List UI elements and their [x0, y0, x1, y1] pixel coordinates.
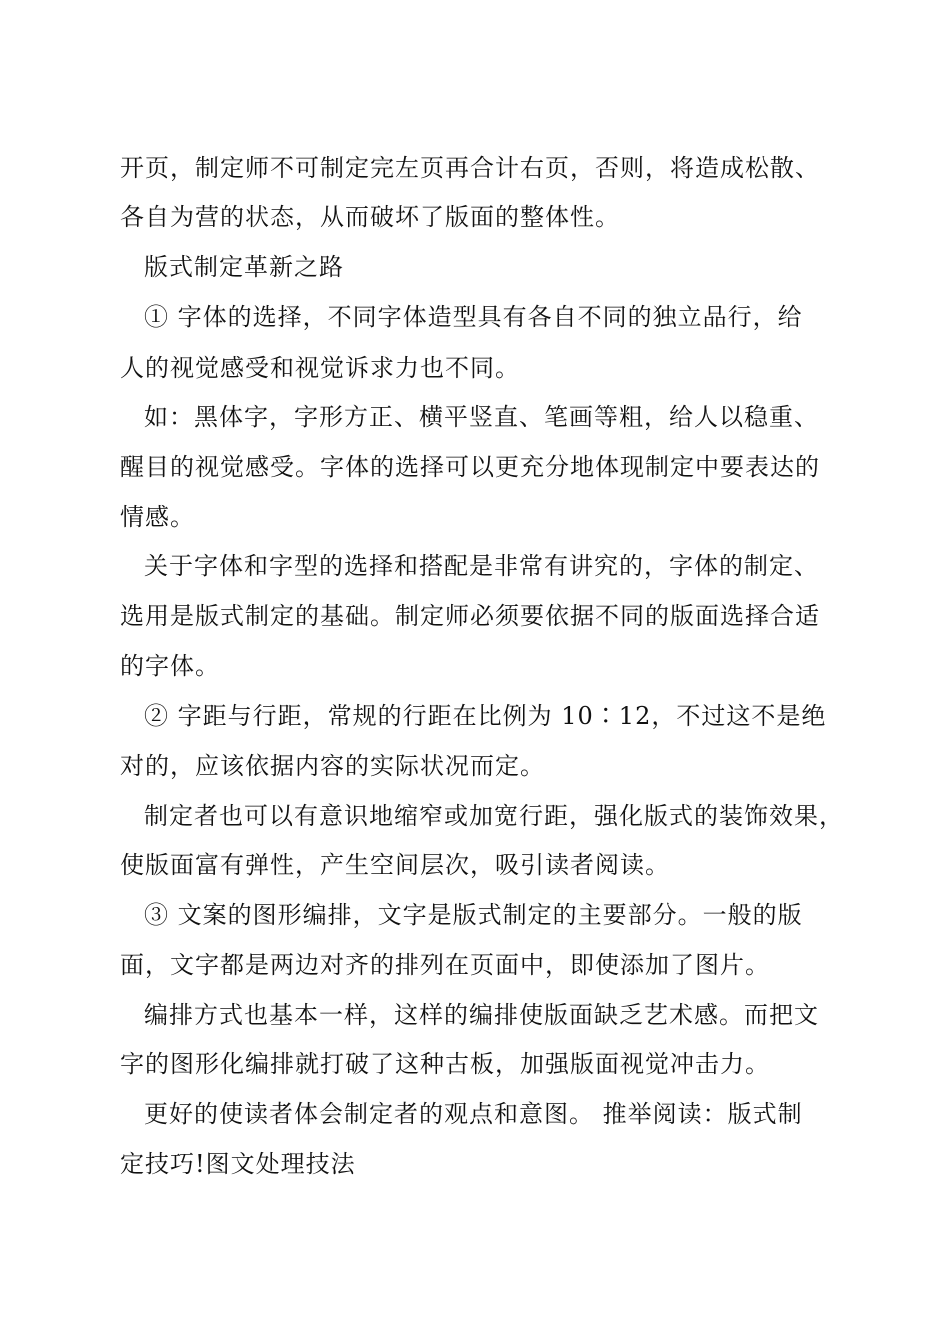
- text-line: 关于字体和字型的选择和搭配是非常有讲究的，字体的制定、: [144, 552, 819, 580]
- text-line: 开页，制定师不可制定完左页再合计右页，否则，将造成松散、: [120, 154, 820, 182]
- text-line: 如：黑体字，字形方正、横平竖直、笔画等粗，给人以稳重、: [144, 403, 819, 431]
- text-line: 编排方式也基本一样，这样的编排使版面缺乏艺术感。而把文: [144, 1001, 819, 1029]
- text-line: ② 字距与行距，常规的行距在比例为 10∶12，不过这不是绝: [144, 702, 827, 730]
- text-line: 各自为营的状态，从而破坏了版面的整体性。: [120, 203, 620, 231]
- text-line: 制定者也可以有意识地缩窄或加宽行距，强化版式的装饰效果，: [144, 802, 844, 830]
- text-line: ① 字体的选择，不同字体造型具有各自不同的独立品行，给: [144, 303, 803, 331]
- text-line: 情感。: [120, 503, 195, 531]
- text-line: 醒目的视觉感受。字体的选择可以更充分地体现制定中要表达的: [120, 453, 820, 481]
- text-line: 更好的使读者体会制定者的观点和意图。 推举阅读：版式制: [144, 1100, 803, 1128]
- text-line: 使版面富有弹性，产生空间层次，吸引读者阅读。: [120, 851, 670, 879]
- text-line: 对的，应该依据内容的实际状况而定。: [120, 752, 545, 780]
- text-line: 面，文字都是两边对齐的排列在页面中，即使添加了图片。: [120, 951, 770, 979]
- text-line: 人的视觉感受和视觉诉求力也不同。: [120, 354, 520, 382]
- text-line: 的字体。: [120, 652, 220, 680]
- section-heading: 版式制定革新之路: [144, 253, 344, 281]
- text-line: ③ 文案的图形编排，文字是版式制定的主要部分。一般的版: [144, 901, 803, 929]
- text-line: 选用是版式制定的基础。制定师必须要依据不同的版面选择合适: [120, 602, 820, 630]
- text-line: 字的图形化编排就打破了这种古板，加强版面视觉冲击力。: [120, 1050, 770, 1078]
- text-line: 定技巧!图文处理技法: [120, 1150, 356, 1178]
